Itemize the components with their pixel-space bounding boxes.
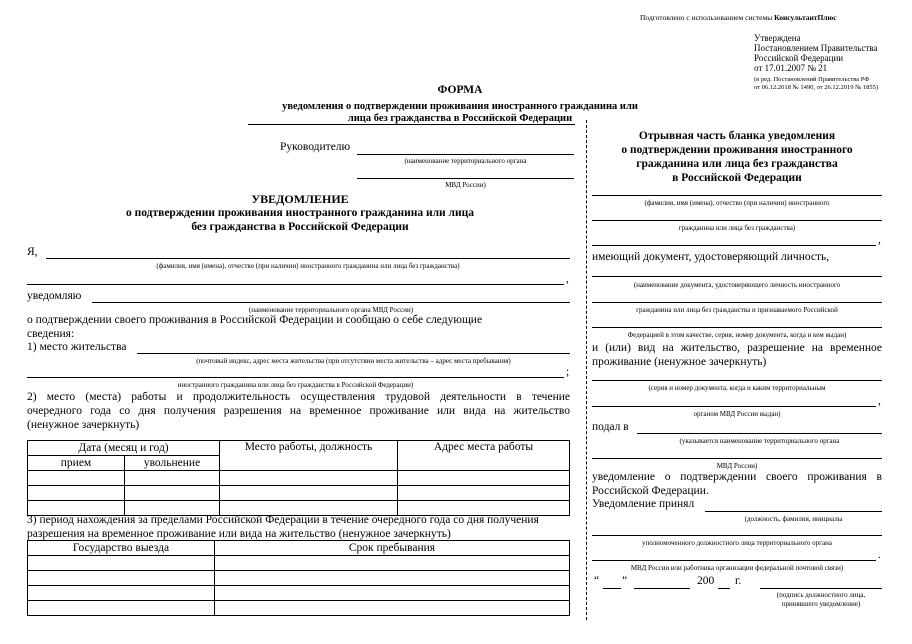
notice-subtitle — [80, 206, 520, 234]
tearoff-submitted-hint: (указывается наименование территориального органа — [679, 437, 840, 445]
tearoff-accepted-hint: (должность, фамилия, инициалы — [744, 515, 843, 523]
tearoff-permit-text — [592, 341, 882, 369]
approval-line: от 17.01.2007 № 21 — [754, 63, 828, 73]
tearoff-accepted-field[interactable] — [705, 511, 882, 512]
fio-hint: (фамилия, имя (имена), отчество (при наличии) иностранного гражданина или лица без гражданства) — [156, 262, 460, 270]
approval-line: Утверждена — [754, 33, 801, 43]
notice-subtitle-line: о подтверждении проживания иностранного гражданина или лица — [125, 207, 475, 219]
tearoff-comma: , — [878, 234, 881, 246]
confirm-text — [27, 313, 482, 341]
abroad-col-state: Государство выезда — [28, 541, 215, 556]
tearoff-fio-field-3[interactable] — [592, 245, 876, 246]
date-open-quote: “ — [594, 575, 600, 587]
work-cell[interactable] — [398, 486, 570, 501]
tearoff-title — [592, 129, 882, 185]
abroad-line: 3) период нахождения за пределами Российской Федерации в течение очередного года со дня получения — [27, 514, 539, 526]
abroad-cell[interactable] — [215, 571, 570, 586]
subtitle-rule — [248, 124, 575, 125]
tearoff-permit-hint: (серия и номер документа, когда и каким территориальным — [648, 384, 826, 392]
tearoff-title-line: Отрывная часть бланка уведомления — [638, 130, 836, 142]
residence-field[interactable] — [137, 353, 570, 354]
abroad-text — [27, 513, 539, 541]
residence-hint-2: иностранного гражданина или лица без гражданства в Российской Федерации) — [177, 381, 414, 389]
tearoff-submitted-hint-2: МВД России) — [716, 462, 758, 470]
date-year-field[interactable] — [718, 588, 730, 589]
work-line: (ненужное зачеркнуть) — [27, 419, 140, 431]
tearoff-accepted-hint-3: МВД России или работника организации федеральной почтовой связи) — [630, 564, 844, 572]
tearoff-doc-hint-3: Федерацией в этом качестве, серия, номер документа, когда и кем выдан) — [627, 331, 847, 339]
tearoff-permit-field[interactable] — [592, 380, 882, 381]
tearoff-doc-field-3[interactable] — [592, 327, 882, 328]
tearoff-accepted-hint-2: уполномоченного должностного лица территориального органа — [642, 539, 832, 547]
tearoff-accepted-field-3[interactable] — [592, 560, 876, 561]
tearoff-title-line: в Российской Федерации — [672, 172, 802, 184]
date-year-prefix: 200 — [697, 575, 715, 587]
date-close-quote: ” — [622, 575, 628, 587]
tearoff-accepted-field-2[interactable] — [592, 535, 882, 536]
confirm-line: о подтверждении своего проживания в Российской Федерации и сообщаю о себе следующие — [27, 314, 483, 326]
tearoff-fio-field-2[interactable] — [592, 220, 882, 221]
edition-line: (в ред. Постановлений Правительства РФ — [754, 76, 870, 83]
tearoff-notice-line: Российской Федерации. — [592, 485, 709, 497]
work-table — [27, 440, 570, 516]
addressee-label: Руководителю — [280, 141, 351, 153]
prepared-brand: КонсультантПлюс — [774, 13, 837, 22]
confirm-line: сведения: — [27, 328, 75, 340]
form-subtitle-line: уведомления о подтверждении проживания иностранного гражданина или — [282, 101, 638, 112]
addressee-field[interactable] — [357, 154, 574, 155]
work-col-fire: увольнение — [125, 456, 220, 471]
table-row — [28, 571, 570, 586]
abroad-table — [27, 540, 570, 616]
tearoff-fio-hint-2: гражданина или лица без гражданства) — [678, 224, 796, 232]
tearoff-doc-field[interactable] — [592, 276, 882, 277]
notify-hint: (наименование территориального органа МВД России) — [248, 306, 414, 314]
abroad-col-period: Срок пребывания — [215, 541, 570, 556]
work-col-date: Дата (месяц и год) — [28, 441, 220, 456]
table-row — [28, 471, 570, 486]
tearoff-doc-hint: (наименование документа, удостоверяющего личность иностранного — [633, 281, 841, 289]
work-cell[interactable] — [125, 471, 220, 486]
tearoff-fio-hint: (фамилия, имя (имена), отчество (при наличии) иностранного — [644, 199, 830, 207]
signature-hint — [760, 591, 882, 609]
abroad-cell[interactable] — [28, 586, 215, 601]
work-text — [27, 390, 570, 432]
addressee-field-2[interactable] — [357, 178, 574, 179]
edition-line: от 06.12.2018 № 1490, от 26.12.2019 № 1855) — [754, 84, 879, 91]
date-month-field[interactable] — [634, 588, 690, 589]
prepared-text: Подготовлено с использованием системы — [640, 13, 773, 22]
work-cell[interactable] — [398, 471, 570, 486]
tearoff-title-line: о подтверждении проживания иностранного — [621, 144, 853, 156]
tearoff-accepted-label: Уведомление принял — [592, 498, 695, 510]
prepared-note — [640, 13, 837, 22]
work-line: 2) место (места) работы и продолжительность осуществления трудовой деятельности в течение — [27, 391, 570, 403]
addressee-hint: (наименование территориального органа — [404, 157, 527, 165]
form-subtitle-line: лица без гражданства в Российской Федерации — [347, 113, 573, 124]
notify-field[interactable] — [92, 302, 570, 303]
work-cell[interactable] — [28, 471, 125, 486]
tear-off-line — [586, 120, 587, 620]
work-col-address: Адрес места работы — [398, 441, 570, 471]
date-year-suffix: г. — [735, 575, 742, 587]
tearoff-submitted-field[interactable] — [637, 433, 882, 434]
work-cell[interactable] — [220, 486, 398, 501]
work-cell[interactable] — [125, 486, 220, 501]
work-col-hire: прием — [28, 456, 125, 471]
table-row — [28, 586, 570, 601]
tearoff-permit-line: и (или) вид на жительство, разрешение на временное — [592, 342, 882, 354]
residence-label: 1) место жительства — [27, 341, 127, 353]
signature-hint-line: (подпись должностного лица, — [776, 591, 866, 599]
tearoff-doc-label: имеющий документ, удостоверяющий личность, — [592, 251, 830, 263]
form-label: ФОРМА — [437, 84, 483, 96]
signature-hint-line: принявшего уведомление) — [781, 600, 861, 608]
tearoff-submitted-field-2[interactable] — [592, 458, 882, 459]
residence-field-2[interactable] — [27, 377, 564, 378]
fio-field[interactable] — [46, 258, 570, 259]
table-row — [28, 541, 570, 556]
abroad-cell[interactable] — [28, 601, 215, 616]
abroad-cell[interactable] — [215, 586, 570, 601]
residence-semicolon: ; — [566, 366, 570, 378]
work-col-place: Место работы, должность — [220, 441, 398, 471]
notice-title: УВЕДОМЛЕНИЕ — [251, 192, 349, 206]
tearoff-notice-text — [592, 470, 882, 498]
tearoff-fio-field[interactable] — [592, 195, 882, 196]
work-cell[interactable] — [28, 486, 125, 501]
signature-field[interactable] — [760, 588, 882, 589]
tearoff-doc-hint-2: гражданина или лица без гражданства и признаваемого Российской — [636, 306, 838, 314]
work-cell[interactable] — [220, 471, 398, 486]
table-row — [28, 601, 570, 616]
abroad-cell[interactable] — [215, 601, 570, 616]
date-day-field[interactable] — [603, 588, 621, 589]
fio-comma: , — [566, 273, 569, 285]
addressee-mvd-hint: МВД России) — [445, 181, 486, 189]
abroad-cell[interactable] — [215, 556, 570, 571]
tearoff-permit-hint-2: органом МВД России выдан) — [693, 410, 781, 418]
tearoff-doc-field-2[interactable] — [592, 302, 882, 303]
notify-label: уведомляю — [27, 290, 82, 302]
notice-subtitle-line: без гражданства в Российской Федерации — [191, 221, 409, 233]
abroad-line: разрешения на временное проживание или вида на жительство (ненужное зачеркнуть) — [27, 528, 451, 540]
residence-hint: (почтовый индекс, адрес места жительства (при отсутствии места жительства – адрес места пребывания) — [196, 357, 511, 365]
abroad-cell[interactable] — [28, 556, 215, 571]
tearoff-permit-field-2[interactable] — [592, 406, 876, 407]
approval-line: Постановлением Правительства — [754, 43, 878, 53]
tearoff-permit-line: проживание (ненужное зачеркнуть) — [592, 356, 767, 368]
table-row — [28, 556, 570, 571]
approval-block — [754, 33, 878, 92]
tearoff-dot: . — [878, 549, 881, 561]
fio-field-2[interactable] — [27, 284, 564, 285]
form-subtitle — [180, 101, 740, 125]
approval-line: Российской Федерации — [754, 53, 844, 63]
tearoff-notice-line: уведомление о подтверждении своего проживания в — [592, 471, 882, 483]
table-row — [28, 441, 570, 456]
tearoff-title-line: гражданина или лица без гражданства — [636, 158, 838, 170]
tearoff-comma-2: , — [878, 395, 881, 407]
abroad-cell[interactable] — [28, 571, 215, 586]
work-line: очередного года со дня получения разрешения на временное проживание или вида на жительство — [27, 405, 570, 417]
ya-label: Я, — [27, 246, 38, 258]
tearoff-submitted-label: подал в — [592, 421, 629, 433]
table-row — [28, 486, 570, 501]
